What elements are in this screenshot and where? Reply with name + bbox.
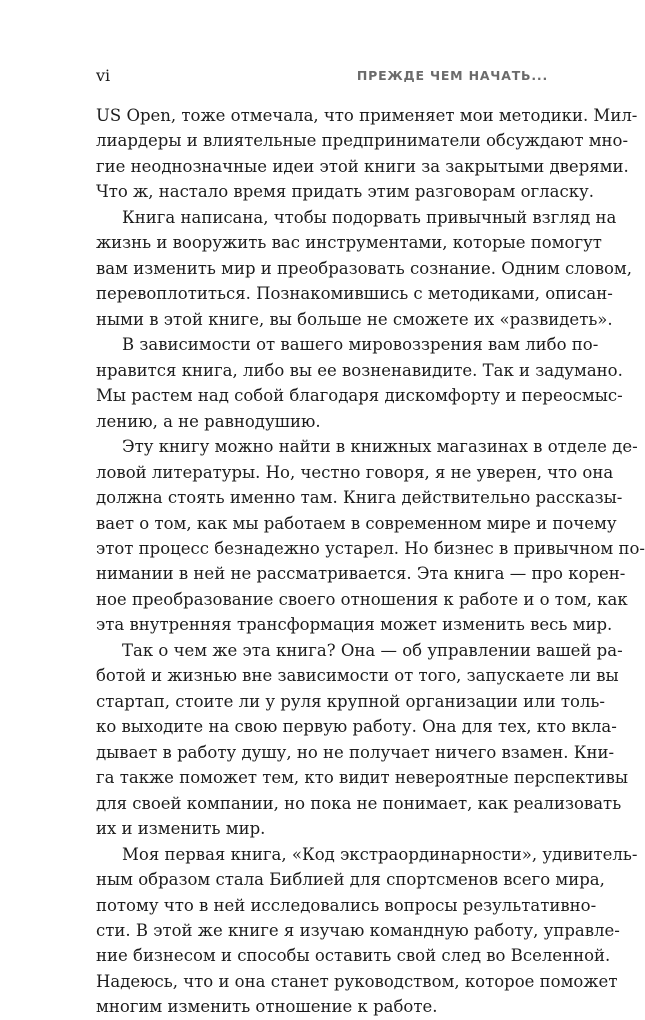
text-line: ко выходите на свою первую работу. Она для тех, кто вкла- <box>96 717 617 737</box>
text-line: перевоплотиться. Познакомившись с методиками, описан- <box>96 284 613 304</box>
text-line: эта внутренняя трансформация может изменить весь мир. <box>96 615 613 635</box>
page-number: vi <box>96 66 111 85</box>
text-line: ное преобразование своего отношения к работе и о том, как <box>96 589 628 609</box>
text-line: лиардеры и влиятельные предприниматели обсуждают мно- <box>96 131 629 151</box>
text-line: Книга написана, чтобы подорвать привычный взгляд на <box>122 207 617 227</box>
section-title: ПРЕЖДЕ ЧЕМ НАЧАТЬ... <box>356 68 548 83</box>
text-line: вает о том, как мы работаем в современном мире и почему <box>96 513 617 533</box>
text-line: нравится книга, либо вы ее возненавидите. Так и задумано. <box>96 360 623 380</box>
text-line: потому что в ней исследовались вопросы результативно- <box>96 895 597 915</box>
text-line: этот процесс безнадежно устарел. Но бизнес в привычном по- <box>96 538 645 558</box>
text-line: дывает в работу душу, но не получает ничего взамен. Кни- <box>96 742 615 762</box>
text-line: US Open, тоже отмечала, что применяет мои методики. Мил- <box>96 106 638 125</box>
text-line: Надеюсь, что и она станет руководством, которое поможет <box>96 971 618 991</box>
text-line: стартап, стоите ли у руля крупной организации или толь- <box>96 691 605 711</box>
text-line: гие неоднозначные идеи этой книги за закрытыми дверями. <box>96 156 629 176</box>
text-line: га также поможет тем, кто видит невероятные перспективы <box>96 768 629 788</box>
text-line: Что ж, настало время придать этим разговорам огласку. <box>96 182 594 202</box>
text-line: нимании в ней не рассматривается. Эта книга — про корен- <box>96 564 626 584</box>
text-line: жизнь и вооружить вас инструментами, которые помогут <box>96 233 602 253</box>
text-line: ловой литературы. Но, честно говоря, я не уверен, что она <box>96 462 614 482</box>
text-line: ние бизнесом и способы оставить свой след во Вселенной. <box>96 946 611 966</box>
text-line: должна стоять именно там. Книга действительно рассказы- <box>96 488 623 508</box>
text-line: лению, а не равнодушию. <box>96 411 321 431</box>
text-line: Мы растем над собой благодаря дискомфорту и переосмыс- <box>96 386 623 406</box>
text-line: Так о чем же эта книга? Она — об управлении вашей ра- <box>122 640 623 660</box>
text-line: для своей компании, но пока не понимает, как реализовать <box>96 793 622 813</box>
text-line: ным образом стала Библией для спортсменов всего мира, <box>96 870 605 890</box>
running-header <box>96 66 548 86</box>
text-line: сти. В этой же книге я изучаю командную работу, управле- <box>96 921 620 940</box>
text-line: многим изменить отношение к работе. <box>96 997 438 1017</box>
text-line: ботой и жизнью вне зависимости от того, запускаете ли вы <box>96 666 619 686</box>
text-line: Моя первая книга, «Код экстраординарности», удивитель- <box>122 844 638 864</box>
text-line: их и изменить мир. <box>96 819 266 839</box>
text-line: Эту книгу можно найти в книжных магазинах в отделе де- <box>122 437 638 457</box>
body-text <box>96 103 645 1020</box>
text-line: ными в этой книге, вы больше не сможете их «развидеть». <box>96 309 613 329</box>
text-line: В зависимости от вашего мировоззрения вам либо по- <box>122 335 599 355</box>
text-line: вам изменить мир и преобразовать сознание. Одним словом, <box>96 258 633 278</box>
